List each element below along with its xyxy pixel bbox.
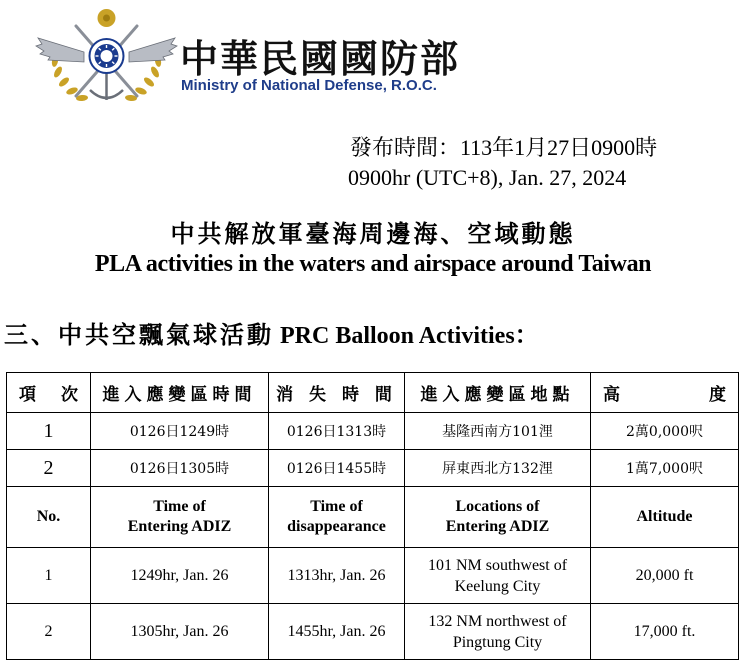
section-heading-en: PRC Balloon Activities： [274,323,539,349]
table-header-zh [7,373,739,413]
section-heading-zh: 三、中共空飄氣球活動 [4,320,274,349]
cell-location: 屏東西北方132浬 [405,450,591,487]
cell-location: 132 NM northwest of Pingtung City [405,604,591,660]
cell-disappear-time: 1455hr, Jan. 26 [269,604,405,660]
header-disappear-time-en: Time of disappearance [269,487,405,548]
header-enter-time-zh: 進入應變區時間 [91,373,269,413]
title-en: PLA activities in the waters and airspace around Taiwan [94,251,652,277]
table-row [7,450,739,487]
document-title [0,218,746,280]
cell-altitude: 1萬7,000呎 [591,450,739,487]
header-enter-time-en: Time of Entering ADIZ [91,487,269,548]
mnd-emblem-icon [34,4,179,116]
header-altitude-zh: 高 度 [591,373,739,413]
cell-enter-time: 1249hr, Jan. 26 [91,548,269,604]
cell-no: 1 [7,548,91,604]
title-zh: 中共解放軍臺海周邊海、空域動態 [170,219,576,248]
cell-altitude: 2萬0,000呎 [591,413,739,450]
cell-no: 2 [7,604,91,660]
cell-disappear-time: 1313hr, Jan. 26 [269,548,405,604]
table-header-en [7,487,739,548]
balloon-activity-table [6,372,739,660]
cell-enter-time: 0126日1305時 [91,450,269,487]
header-no-zh: 項 次 [7,373,91,413]
cell-enter-time: 0126日1249時 [91,413,269,450]
section-heading [4,315,539,350]
cell-location: 101 NM southwest of Keelung City [405,548,591,604]
table-row [7,548,739,604]
header-location-zh: 進入應變區地點 [405,373,591,413]
cell-disappear-time: 0126日1313時 [269,413,405,450]
header-location-en: Locations of Entering ADIZ [405,487,591,548]
header-altitude-en: Altitude [591,487,739,548]
cell-no: 1 [7,413,91,450]
header-no-en: No. [7,487,91,548]
header [0,0,746,120]
table-row [7,413,739,450]
header-disappear-time-zh: 消 失 時 間 [269,373,405,413]
cell-enter-time: 1305hr, Jan. 26 [91,604,269,660]
release-time-en: 0900hr (UTC+8), Jan. 27, 2024 [348,165,627,190]
table-row [7,604,739,660]
cell-disappear-time: 0126日1455時 [269,450,405,487]
org-name-en: Ministry of National Defense, R.O.C. [181,77,437,94]
release-time [350,133,657,193]
cell-altitude: 20,000 ft [591,548,739,604]
release-time-zh: 發布時間：113年1月27日0900時 [350,135,658,160]
cell-no: 2 [7,450,91,487]
cell-altitude: 17,000 ft. [591,604,739,660]
org-name-zh: 中華民國國防部 [180,37,461,81]
cell-location: 基隆西南方101浬 [405,413,591,450]
